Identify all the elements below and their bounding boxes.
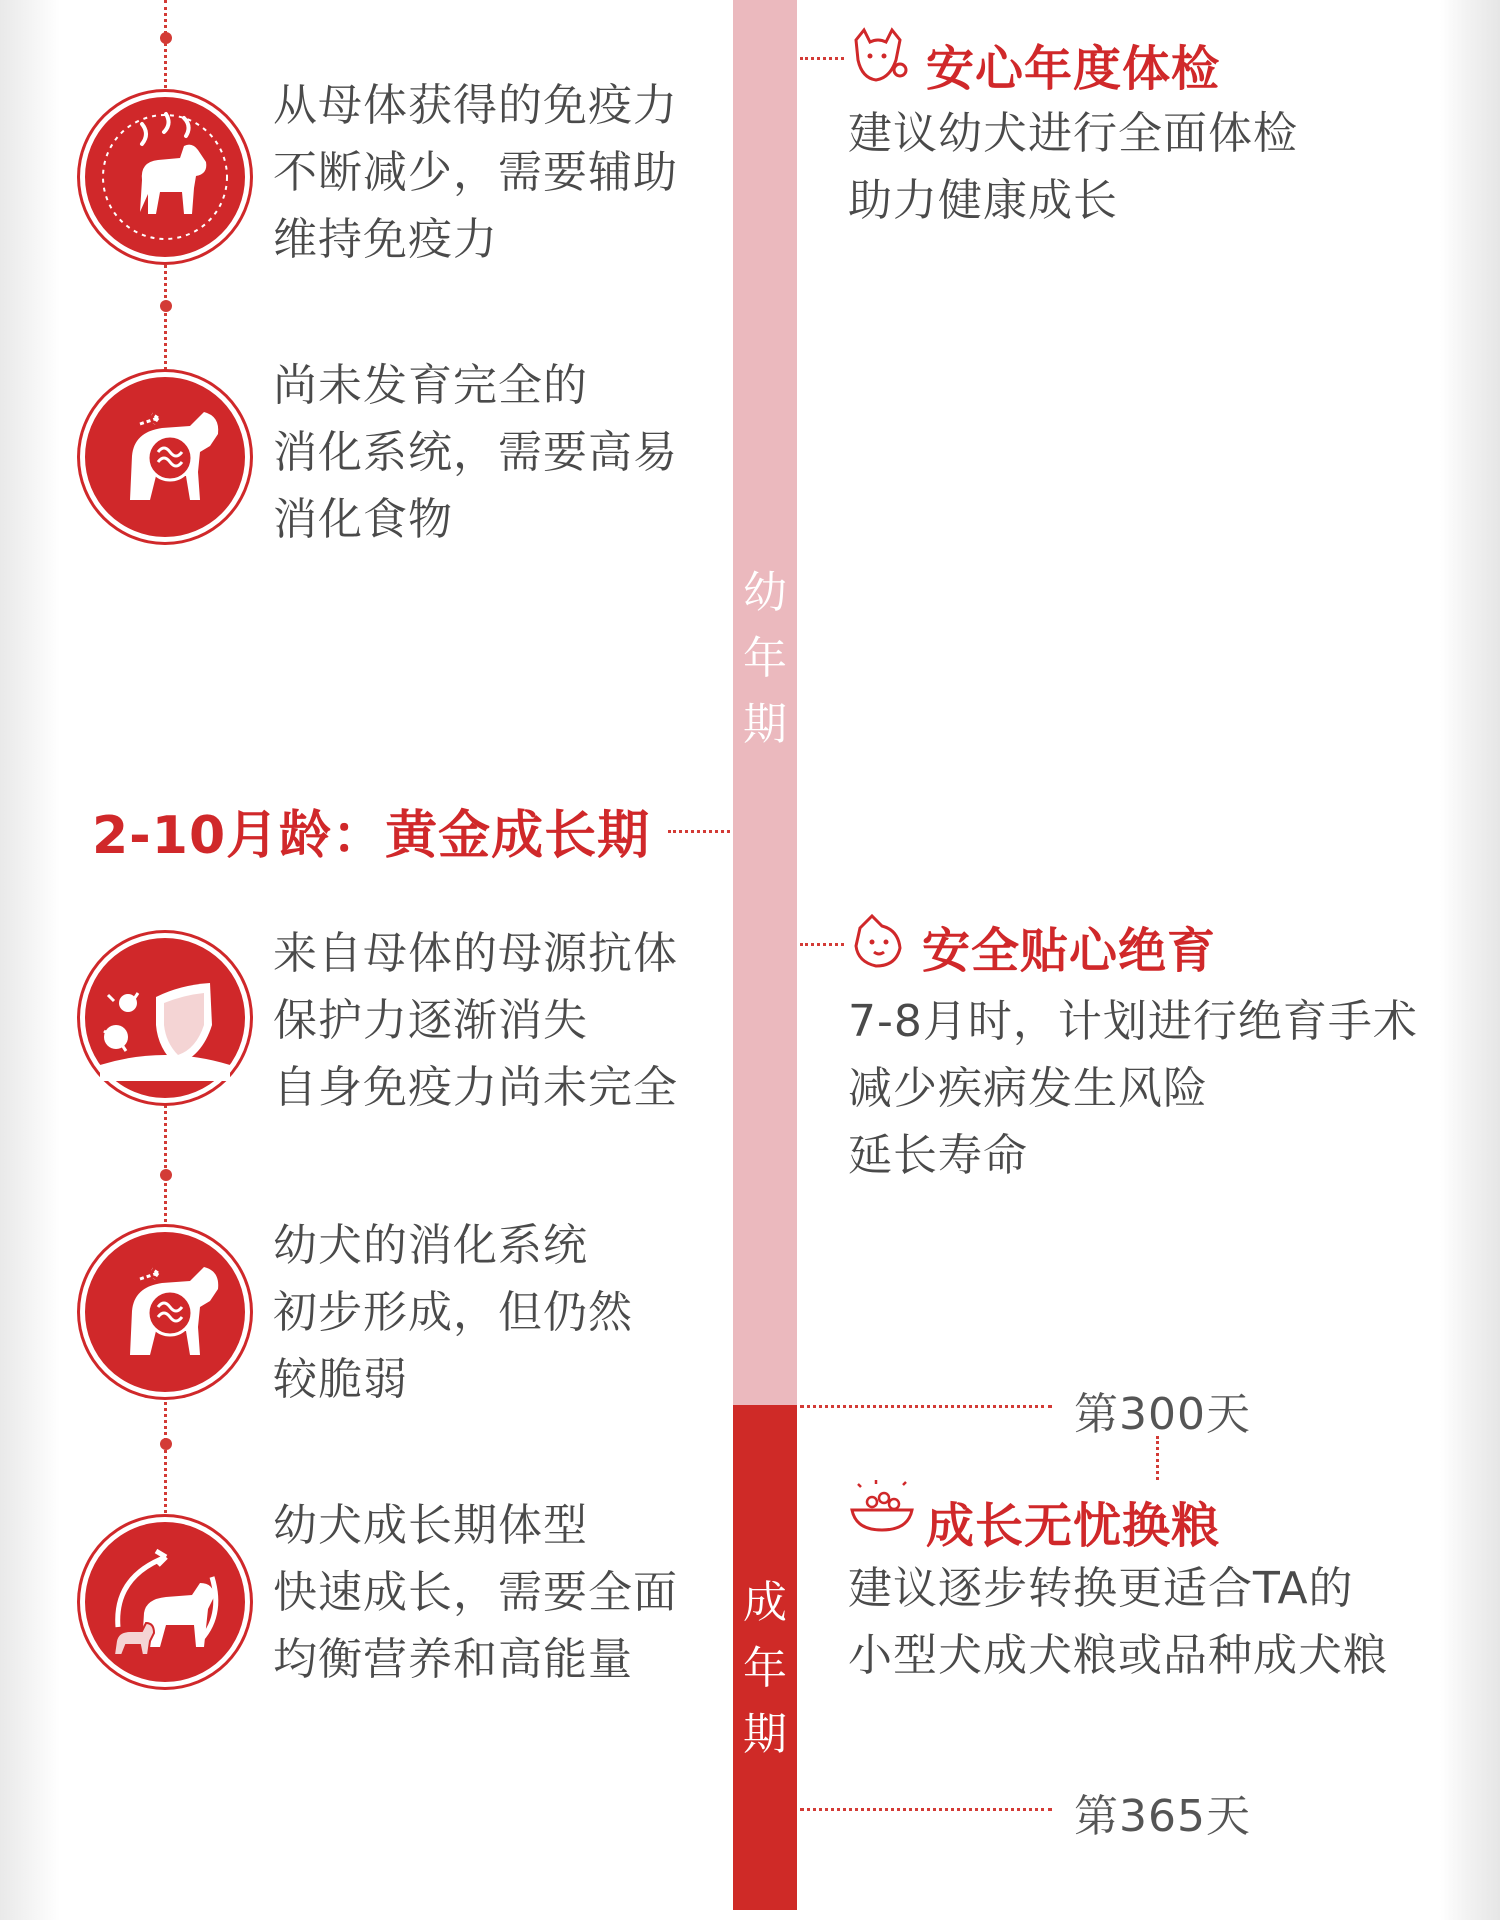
young-stage-label: 幼 年 期 — [743, 567, 787, 750]
dog-digestion-icon — [80, 1227, 250, 1397]
neutering-text: 7-8月时，计划进行绝育手术 减少疾病发生风险 延长寿命 — [848, 996, 1418, 1181]
dog-checkup-icon — [846, 24, 910, 92]
left-item-immunity-text: 从母体获得的免疫力 不断减少，需要辅助 维持免疫力 — [273, 80, 678, 265]
food-switch-title: 成长无忧换粮 — [926, 1498, 1221, 1554]
left-item-digestion-2-text: 幼犬的消化系统 初步形成，但仍然 较脆弱 — [273, 1220, 633, 1405]
annual-checkup-title: 安心年度体检 — [926, 41, 1221, 97]
adult-stage-label: 成 年 期 — [743, 1577, 787, 1760]
antibody-shield-icon — [80, 933, 250, 1103]
connector-dot — [160, 1438, 172, 1450]
connector-dot — [160, 32, 172, 44]
left-connector — [164, 0, 167, 88]
day365-label: 第365天 — [1074, 1791, 1251, 1842]
day300-vertical-connector — [1156, 1436, 1159, 1480]
dog-digestion-icon — [80, 372, 250, 542]
day300-connector — [800, 1405, 1052, 1408]
dog-growth-icon — [80, 1517, 250, 1687]
dog-care-icon — [846, 908, 910, 976]
left-item-growth-text: 幼犬成长期体型 快速成长，需要全面 均衡营养和高能量 — [273, 1500, 678, 1685]
connector-dot — [160, 1169, 172, 1181]
left-connector — [164, 1100, 167, 1222]
neutering-title: 安全贴心绝育 — [922, 923, 1217, 979]
dog-immunity-icon — [80, 92, 250, 262]
left-connector — [164, 260, 167, 370]
left-connector — [164, 1395, 167, 1513]
annual-checkup-text: 建议幼犬进行全面体检 助力健康成长 — [848, 108, 1298, 226]
right-connector — [800, 943, 844, 946]
day365-connector — [800, 1808, 1052, 1811]
food-bowl-icon — [846, 1476, 918, 1540]
food-switch-text: 建议逐步转换更适合TA的 小型犬成犬粮或品种成犬粮 — [848, 1563, 1388, 1681]
left-item-digestion-text: 尚未发育完全的 消化系统，需要高易 消化食物 — [273, 360, 678, 545]
golden-period-title: 2-10月龄：黄金成长期 — [92, 806, 651, 866]
golden-period-connector — [668, 830, 730, 833]
connector-dot — [160, 300, 172, 312]
right-connector — [800, 57, 844, 60]
left-item-antibody-text: 来自母体的母源抗体 保护力逐渐消失 自身免疫力尚未完全 — [273, 928, 678, 1113]
day300-label: 第300天 — [1074, 1389, 1251, 1440]
